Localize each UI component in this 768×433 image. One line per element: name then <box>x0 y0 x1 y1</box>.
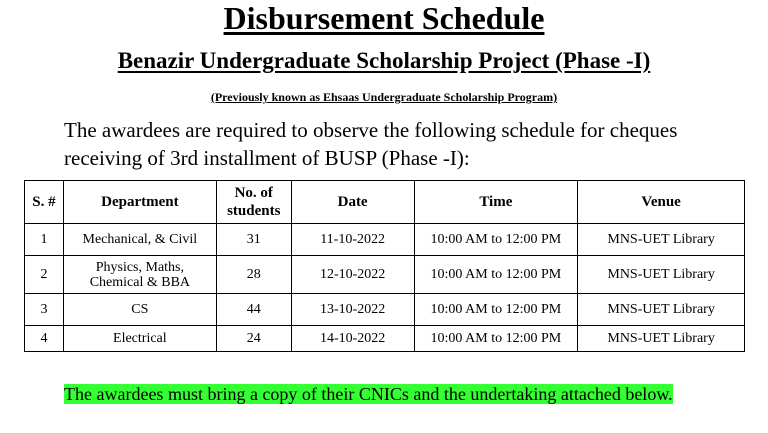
cell-students: 28 <box>216 256 291 294</box>
table-row <box>25 326 745 352</box>
table-header-row <box>25 181 745 224</box>
cell-venue: MNS-UET Library <box>578 326 745 352</box>
cell-department <box>63 256 216 294</box>
cell-venue: MNS-UET Library <box>578 224 745 256</box>
cell-date: 12-10-2022 <box>291 256 414 294</box>
schedule-table <box>24 180 745 352</box>
cell-students: 24 <box>216 326 291 352</box>
table-row <box>25 224 745 256</box>
document-subtitle: Benazir Undergraduate Scholarship Project (Phase -I) <box>117 48 651 73</box>
table-row <box>25 256 745 294</box>
cell-venue: MNS-UET Library <box>578 294 745 326</box>
highlighted-reminder-text: The awardees must bring a copy of their CNICs and the undertaking attached below. <box>64 384 673 404</box>
header-time: Time <box>414 181 578 224</box>
cell-venue: MNS-UET Library <box>578 256 745 294</box>
header-department: Department <box>63 181 216 224</box>
cell-date: 14-10-2022 <box>291 326 414 352</box>
previous-name-note: (Previously known as Ehsaas Undergraduate Scholarship Program) <box>210 90 558 104</box>
cell-date: 11-10-2022 <box>291 224 414 256</box>
cell-serial-number: 4 <box>25 326 64 352</box>
cell-department: Mechanical, & Civil <box>63 224 216 256</box>
cell-department-line1: Physics, Maths, <box>95 259 184 275</box>
cell-students: 44 <box>216 294 291 326</box>
header-students-line1: No. of <box>234 185 273 201</box>
header-venue: Venue <box>578 181 745 224</box>
header-number-of-students <box>216 181 291 224</box>
header-serial-number: S. # <box>25 181 64 224</box>
intro-paragraph: The awardees are required to observe the following schedule for cheques receiving of 3rd installment of BUSP (Phase -I): <box>64 118 678 170</box>
cell-serial-number: 3 <box>25 294 64 326</box>
cell-time: 10:00 AM to 12:00 PM <box>414 256 578 294</box>
cell-department-line2: Chemical & BBA <box>89 274 191 290</box>
cell-serial-number: 1 <box>25 224 64 256</box>
cell-date: 13-10-2022 <box>291 294 414 326</box>
cell-department: CS <box>63 294 216 326</box>
document-title: Disbursement Schedule <box>223 0 545 36</box>
cell-students: 31 <box>216 224 291 256</box>
table-row <box>25 294 745 326</box>
cell-department: Electrical <box>63 326 216 352</box>
cell-time: 10:00 AM to 12:00 PM <box>414 294 578 326</box>
reminder-note <box>64 383 704 406</box>
header-date: Date <box>291 181 414 224</box>
cell-serial-number: 2 <box>25 256 64 294</box>
cell-time: 10:00 AM to 12:00 PM <box>414 326 578 352</box>
cell-time: 10:00 AM to 12:00 PM <box>414 224 578 256</box>
header-students-line2: students <box>227 203 281 219</box>
